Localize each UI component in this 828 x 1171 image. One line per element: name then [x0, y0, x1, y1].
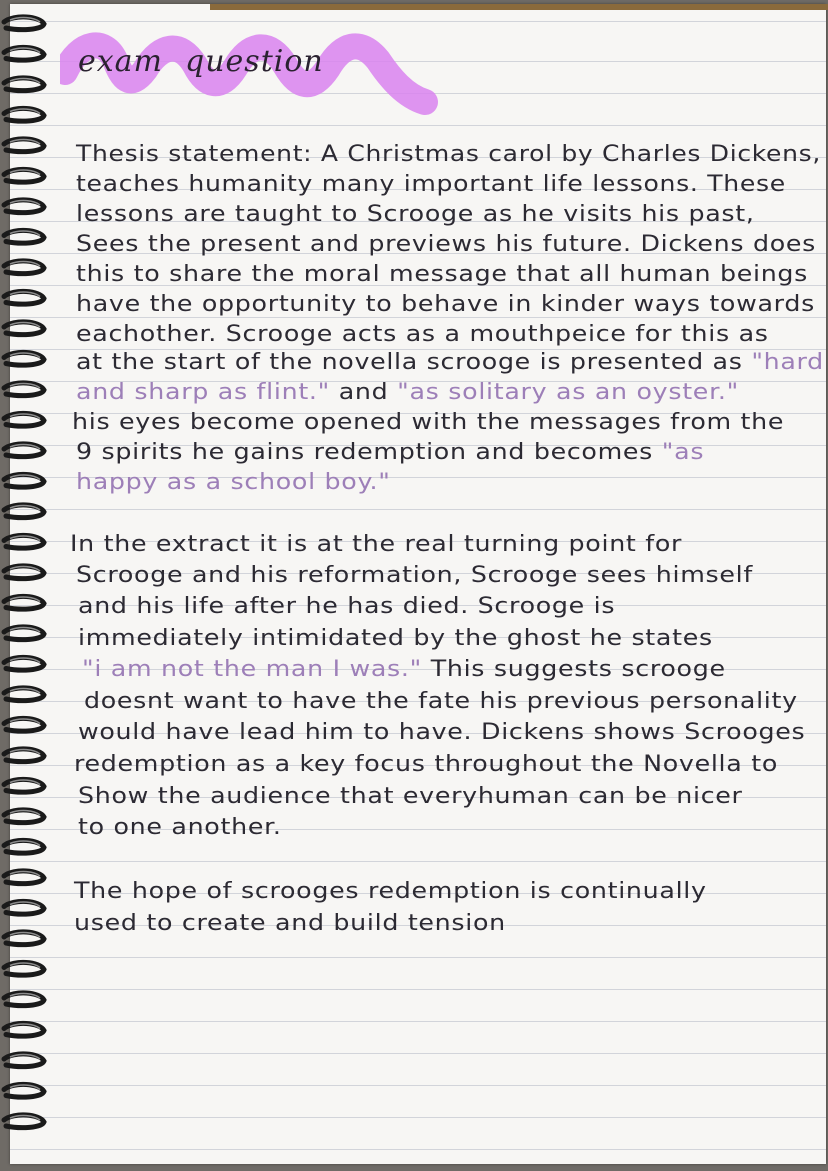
spiral-coil: [4, 718, 44, 731]
text-line: used to create and build tension: [74, 911, 506, 936]
spiral-coil: [4, 871, 44, 884]
spiral-coil: [4, 230, 44, 243]
spiral-coil: [4, 1054, 44, 1067]
text-line: lessons are taught to Scrooge as he visits his past,: [76, 202, 755, 227]
quote-text: "as: [661, 440, 705, 465]
text-line: Thesis statement: A Christmas carol by Charles Dickens,: [76, 142, 822, 167]
text-line: In the extract it is at the real turning point for: [70, 532, 683, 557]
spiral-coil: [4, 962, 44, 975]
text-line: redemption as a key focus throughout the Novella to: [74, 752, 778, 777]
spiral-binding: [0, 0, 50, 1171]
quote-text: and sharp as flint.": [76, 380, 331, 405]
spiral-coil: [4, 261, 44, 274]
text-line-with-quote: [76, 350, 824, 375]
text-line: would have lead him to have. Dickens shows Scrooges: [78, 720, 806, 745]
spiral-coil: [4, 1023, 44, 1036]
spiral-coil: [4, 291, 44, 304]
line-text: 9 spirits he gains redemption and becomes: [76, 440, 654, 465]
quote-text: "i am not the man I was.": [82, 657, 422, 682]
spiral-coil: [4, 932, 44, 945]
spiral-coil: [4, 474, 44, 487]
text-line: The hope of scrooges redemption is continually: [74, 879, 707, 904]
spiral-coil: [4, 505, 44, 518]
spiral-coil: [4, 108, 44, 121]
line-text: and: [338, 380, 389, 405]
spiral-coil: [4, 169, 44, 182]
spiral-coil: [4, 383, 44, 396]
spiral-coil: [4, 749, 44, 762]
spiral-coil: [4, 901, 44, 914]
spiral-coil: [4, 413, 44, 426]
line-text: at the start of the novella scrooge is presented as: [76, 350, 743, 375]
spiral-coil: [4, 535, 44, 548]
spiral-coil: [4, 840, 44, 853]
text-line-with-quote: [76, 380, 739, 405]
text-line: teaches humanity many important life lessons. These: [76, 172, 786, 197]
title-word-exam: exam: [78, 44, 164, 79]
page-top-edge: [210, 4, 828, 10]
spiral-coil: [4, 78, 44, 91]
spiral-coil: [4, 139, 44, 152]
quote-text: "hard: [751, 350, 824, 375]
text-line-with-quote: [82, 657, 726, 682]
text-line: and his life after he has died. Scrooge is: [78, 594, 616, 619]
text-line: to one another.: [78, 815, 282, 840]
quote-line: happy as a school boy.": [76, 470, 391, 495]
spiral-coil: [4, 657, 44, 670]
spiral-coil: [4, 566, 44, 579]
spiral-coil: [4, 47, 44, 60]
text-line: doesnt want to have the fate his previous personality: [84, 689, 798, 714]
spiral-coil: [4, 322, 44, 335]
spiral-coil: [4, 627, 44, 640]
spiral-coil: [4, 200, 44, 213]
spiral-coil: [4, 810, 44, 823]
text-line: his eyes become opened with the messages from the: [72, 410, 785, 435]
spiral-coil: [4, 352, 44, 365]
spiral-coil: [4, 993, 44, 1006]
spiral-coil: [4, 1084, 44, 1097]
quote-text: "as solitary as an oyster.": [397, 380, 739, 405]
spiral-coil: [4, 444, 44, 457]
spiral-coil: [4, 1115, 44, 1128]
spiral-coil: [4, 17, 44, 30]
line-text: This suggests scrooge: [430, 657, 726, 682]
text-line: immediately intimidated by the ghost he states: [78, 626, 713, 651]
page-title: [78, 44, 324, 79]
text-line: have the opportunity to behave in kinder ways towards: [76, 292, 815, 317]
text-line: Sees the present and previews his future. Dickens does: [76, 232, 817, 257]
spiral-coil: [4, 688, 44, 701]
text-line-with-quote: [76, 440, 704, 465]
text-line: Scrooge and his reformation, Scrooge sees himself: [76, 563, 754, 588]
title-word-question: question: [185, 44, 324, 79]
text-line: Show the audience that everyhuman can be nicer: [78, 784, 743, 809]
spiral-coil: [4, 596, 44, 609]
text-line: this to share the moral message that all human beings: [76, 262, 809, 287]
text-line: eachother. Scrooge acts as a mouthpeice for this as: [76, 322, 769, 347]
spiral-coil: [4, 779, 44, 792]
